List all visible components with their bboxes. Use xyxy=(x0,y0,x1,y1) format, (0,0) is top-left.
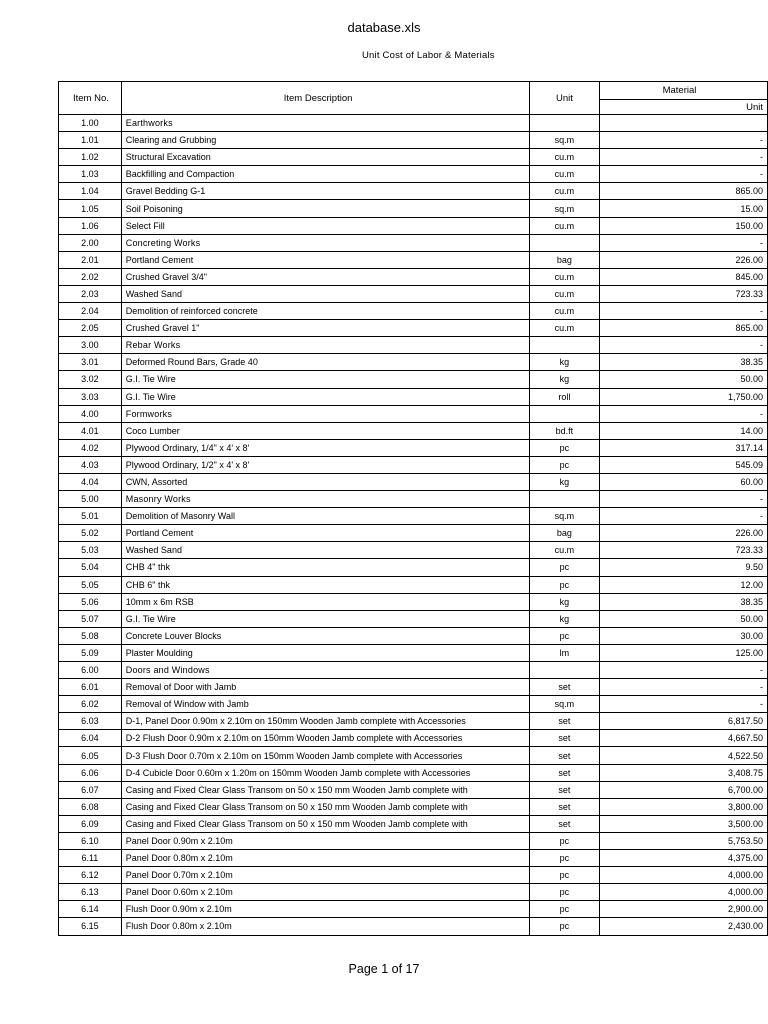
table-row xyxy=(59,781,768,798)
unit-cell: pc xyxy=(529,832,599,849)
item-number-cell: 1.04 xyxy=(59,183,122,200)
material-unit-cost-cell: 226.00 xyxy=(599,251,767,268)
item-number-cell: 6.08 xyxy=(59,798,122,815)
material-unit-cost-cell: 317.14 xyxy=(599,439,767,456)
material-unit-cost-cell: 4,667.50 xyxy=(599,730,767,747)
material-unit-cost-cell: 60.00 xyxy=(599,473,767,490)
item-number-cell: 6.15 xyxy=(59,918,122,935)
header-item-no: Item No. xyxy=(59,82,122,115)
item-number-cell: 1.05 xyxy=(59,200,122,217)
table-row xyxy=(59,371,768,388)
table-row xyxy=(59,798,768,815)
unit-cell xyxy=(529,115,599,132)
table-row xyxy=(59,456,768,473)
table-row xyxy=(59,491,768,508)
material-unit-cost-cell: - xyxy=(599,662,767,679)
table-row xyxy=(59,644,768,661)
unit-cell: set xyxy=(529,679,599,696)
unit-cell: pc xyxy=(529,559,599,576)
item-number-cell: 1.02 xyxy=(59,149,122,166)
item-number-cell: 5.03 xyxy=(59,542,122,559)
table-row xyxy=(59,508,768,525)
table-row xyxy=(59,251,768,268)
material-unit-cost-cell: - xyxy=(599,508,767,525)
item-description-cell: 10mm x 6m RSB xyxy=(121,593,529,610)
item-number-cell: 2.03 xyxy=(59,285,122,302)
material-unit-cost-cell: 6,700.00 xyxy=(599,781,767,798)
table-row xyxy=(59,525,768,542)
table-row xyxy=(59,713,768,730)
table-row xyxy=(59,679,768,696)
table-body xyxy=(59,115,768,936)
unit-cell xyxy=(529,234,599,251)
item-description-cell: Select Fill xyxy=(121,217,529,234)
table-row xyxy=(59,200,768,217)
item-description-cell: Masonry Works xyxy=(121,491,529,508)
item-description-cell: Panel Door 0.70m x 2.10m xyxy=(121,867,529,884)
table-row xyxy=(59,559,768,576)
material-unit-cost-cell: - xyxy=(599,149,767,166)
unit-cell: set xyxy=(529,747,599,764)
table-header xyxy=(59,82,768,115)
material-unit-cost-cell: 226.00 xyxy=(599,525,767,542)
item-number-cell: 2.05 xyxy=(59,320,122,337)
material-unit-cost-cell: 4,000.00 xyxy=(599,867,767,884)
unit-cell: kg xyxy=(529,371,599,388)
table-row xyxy=(59,217,768,234)
unit-cell: cu.m xyxy=(529,268,599,285)
unit-cell: pc xyxy=(529,850,599,867)
unit-cell: bag xyxy=(529,251,599,268)
table-row xyxy=(59,354,768,371)
table-row xyxy=(59,747,768,764)
unit-cell: pc xyxy=(529,884,599,901)
item-number-cell: 2.01 xyxy=(59,251,122,268)
unit-cell: cu.m xyxy=(529,320,599,337)
table-row xyxy=(59,832,768,849)
item-description-cell: CHB 6" thk xyxy=(121,576,529,593)
material-unit-cost-cell: 150.00 xyxy=(599,217,767,234)
item-description-cell: Washed Sand xyxy=(121,285,529,302)
item-number-cell: 3.03 xyxy=(59,388,122,405)
table-row xyxy=(59,730,768,747)
table-row xyxy=(59,166,768,183)
item-number-cell: 2.02 xyxy=(59,268,122,285)
sheet-subtitle: Unit Cost of Labor & Materials xyxy=(362,50,495,61)
unit-cell: kg xyxy=(529,473,599,490)
item-description-cell: Panel Door 0.60m x 2.10m xyxy=(121,884,529,901)
unit-cell: cu.m xyxy=(529,285,599,302)
material-unit-cost-cell: 4,375.00 xyxy=(599,850,767,867)
material-unit-cost-cell: - xyxy=(599,303,767,320)
item-number-cell: 4.00 xyxy=(59,405,122,422)
item-description-cell: Plaster Moulding xyxy=(121,644,529,661)
material-unit-cost-cell: 845.00 xyxy=(599,268,767,285)
unit-cell: pc xyxy=(529,627,599,644)
unit-cell: pc xyxy=(529,901,599,918)
material-unit-cost-cell: 15.00 xyxy=(599,200,767,217)
material-unit-cost-cell: 30.00 xyxy=(599,627,767,644)
item-number-cell: 4.01 xyxy=(59,422,122,439)
material-unit-cost-cell: 2,430.00 xyxy=(599,918,767,935)
item-number-cell: 6.05 xyxy=(59,747,122,764)
unit-cell: set xyxy=(529,798,599,815)
item-description-cell: Soil Poisoning xyxy=(121,200,529,217)
item-description-cell: Doors and Windows xyxy=(121,662,529,679)
material-unit-cost-cell: 38.35 xyxy=(599,354,767,371)
table-row xyxy=(59,439,768,456)
material-unit-cost-cell: - xyxy=(599,132,767,149)
unit-cell: cu.m xyxy=(529,303,599,320)
material-unit-cost-cell: - xyxy=(599,491,767,508)
file-title: database.xls xyxy=(347,20,421,35)
unit-cell: set xyxy=(529,815,599,832)
table-row xyxy=(59,337,768,354)
unit-cell: set xyxy=(529,781,599,798)
header-material-unit: Unit xyxy=(599,100,767,115)
item-description-cell: Concrete Louver Blocks xyxy=(121,627,529,644)
item-description-cell: Formworks xyxy=(121,405,529,422)
item-description-cell: Crushed Gravel 1" xyxy=(121,320,529,337)
material-unit-cost-cell: 723.33 xyxy=(599,285,767,302)
item-number-cell: 5.00 xyxy=(59,491,122,508)
unit-cell: sq.m xyxy=(529,696,599,713)
unit-cell: sq.m xyxy=(529,200,599,217)
unit-cell: cu.m xyxy=(529,166,599,183)
item-description-cell: Removal of Window with Jamb xyxy=(121,696,529,713)
item-number-cell: 4.02 xyxy=(59,439,122,456)
item-number-cell: 4.03 xyxy=(59,456,122,473)
material-unit-cost-cell: 865.00 xyxy=(599,183,767,200)
item-description-cell: D-2 Flush Door 0.90m x 2.10m on 150mm Wooden Jamb complete with Accessories xyxy=(121,730,529,747)
table-row xyxy=(59,918,768,935)
unit-cell: cu.m xyxy=(529,217,599,234)
item-description-cell: Crushed Gravel 3/4" xyxy=(121,268,529,285)
item-number-cell: 4.04 xyxy=(59,473,122,490)
item-description-cell: Casing and Fixed Clear Glass Transom on 50 x 150 mm Wooden Jamb complete with xyxy=(121,798,529,815)
table-row xyxy=(59,627,768,644)
table-row xyxy=(59,320,768,337)
table-row xyxy=(59,901,768,918)
unit-cell xyxy=(529,662,599,679)
item-description-cell: Concreting Works xyxy=(121,234,529,251)
table-row xyxy=(59,132,768,149)
material-unit-cost-cell: 1,750.00 xyxy=(599,388,767,405)
unit-cell: cu.m xyxy=(529,149,599,166)
item-number-cell: 5.04 xyxy=(59,559,122,576)
material-unit-cost-cell: - xyxy=(599,679,767,696)
table-row xyxy=(59,234,768,251)
unit-cell: roll xyxy=(529,388,599,405)
table-row xyxy=(59,610,768,627)
material-unit-cost-cell: 2,900.00 xyxy=(599,901,767,918)
table-row xyxy=(59,388,768,405)
item-number-cell: 2.00 xyxy=(59,234,122,251)
item-description-cell: Plywood Ordinary, 1/4" x 4' x 8' xyxy=(121,439,529,456)
unit-cell xyxy=(529,491,599,508)
item-number-cell: 6.13 xyxy=(59,884,122,901)
item-number-cell: 3.01 xyxy=(59,354,122,371)
table-row xyxy=(59,405,768,422)
table-row xyxy=(59,867,768,884)
item-description-cell: Removal of Door with Jamb xyxy=(121,679,529,696)
table-row xyxy=(59,149,768,166)
unit-cell: pc xyxy=(529,456,599,473)
unit-cell: set xyxy=(529,730,599,747)
item-number-cell: 6.11 xyxy=(59,850,122,867)
unit-cell xyxy=(529,405,599,422)
material-unit-cost-cell: 3,500.00 xyxy=(599,815,767,832)
item-description-cell: Clearing and Grubbing xyxy=(121,132,529,149)
material-unit-cost-cell: - xyxy=(599,166,767,183)
item-number-cell: 1.03 xyxy=(59,166,122,183)
table-row xyxy=(59,576,768,593)
item-number-cell: 6.00 xyxy=(59,662,122,679)
table-row xyxy=(59,115,768,132)
item-number-cell: 6.12 xyxy=(59,867,122,884)
item-number-cell: 6.07 xyxy=(59,781,122,798)
item-number-cell: 2.04 xyxy=(59,303,122,320)
item-number-cell: 6.09 xyxy=(59,815,122,832)
item-number-cell: 3.02 xyxy=(59,371,122,388)
material-unit-cost-cell: 9.50 xyxy=(599,559,767,576)
unit-cell: cu.m xyxy=(529,542,599,559)
unit-cell: pc xyxy=(529,918,599,935)
material-unit-cost-cell: - xyxy=(599,696,767,713)
item-description-cell: Portland Cement xyxy=(121,525,529,542)
table-row xyxy=(59,593,768,610)
material-unit-cost-cell: 50.00 xyxy=(599,371,767,388)
item-description-cell: Portland Cement xyxy=(121,251,529,268)
table-row xyxy=(59,542,768,559)
unit-cell: bd.ft xyxy=(529,422,599,439)
item-number-cell: 5.08 xyxy=(59,627,122,644)
item-description-cell: Demolition of Masonry Wall xyxy=(121,508,529,525)
item-number-cell: 5.06 xyxy=(59,593,122,610)
material-unit-cost-cell: 865.00 xyxy=(599,320,767,337)
item-description-cell: D-3 Flush Door 0.70m x 2.10m on 150mm Wooden Jamb complete with Accessories xyxy=(121,747,529,764)
unit-cell: kg xyxy=(529,354,599,371)
table-row xyxy=(59,884,768,901)
table-row xyxy=(59,183,768,200)
material-unit-cost-cell: 5,753.50 xyxy=(599,832,767,849)
item-number-cell: 3.00 xyxy=(59,337,122,354)
item-number-cell: 6.06 xyxy=(59,764,122,781)
page-number: Page 1 of 17 xyxy=(348,962,420,976)
material-unit-cost-cell: 723.33 xyxy=(599,542,767,559)
item-description-cell: G.I. Tie Wire xyxy=(121,371,529,388)
header-description: Item Description xyxy=(121,82,529,115)
unit-cell: kg xyxy=(529,593,599,610)
item-number-cell: 6.02 xyxy=(59,696,122,713)
material-unit-cost-cell: 6,817.50 xyxy=(599,713,767,730)
material-unit-cost-cell: 4,000.00 xyxy=(599,884,767,901)
item-number-cell: 5.01 xyxy=(59,508,122,525)
table-row xyxy=(59,764,768,781)
table-row xyxy=(59,850,768,867)
item-description-cell: Earthworks xyxy=(121,115,529,132)
item-description-cell: Rebar Works xyxy=(121,337,529,354)
item-number-cell: 5.02 xyxy=(59,525,122,542)
table-row xyxy=(59,473,768,490)
item-number-cell: 6.10 xyxy=(59,832,122,849)
item-description-cell: Panel Door 0.80m x 2.10m xyxy=(121,850,529,867)
unit-cell: bag xyxy=(529,525,599,542)
item-description-cell: CWN, Assorted xyxy=(121,473,529,490)
material-unit-cost-cell xyxy=(599,115,767,132)
table-row xyxy=(59,285,768,302)
header-unit: Unit xyxy=(529,82,599,115)
unit-cell: pc xyxy=(529,867,599,884)
item-description-cell: CHB 4" thk xyxy=(121,559,529,576)
material-unit-cost-cell: 12.00 xyxy=(599,576,767,593)
unit-cell: pc xyxy=(529,439,599,456)
item-description-cell: G.I. Tie Wire xyxy=(121,388,529,405)
unit-cell: pc xyxy=(529,576,599,593)
material-unit-cost-cell: - xyxy=(599,405,767,422)
material-unit-cost-cell: 545.09 xyxy=(599,456,767,473)
item-description-cell: Flush Door 0.80m x 2.10m xyxy=(121,918,529,935)
material-unit-cost-cell: - xyxy=(599,234,767,251)
unit-cell: set xyxy=(529,713,599,730)
item-number-cell: 5.09 xyxy=(59,644,122,661)
item-number-cell: 6.03 xyxy=(59,713,122,730)
unit-cell: kg xyxy=(529,610,599,627)
material-unit-cost-cell: - xyxy=(599,337,767,354)
cost-table xyxy=(58,81,768,936)
item-number-cell: 5.05 xyxy=(59,576,122,593)
unit-cell: sq.m xyxy=(529,132,599,149)
material-unit-cost-cell: 3,800.00 xyxy=(599,798,767,815)
item-number-cell: 5.07 xyxy=(59,610,122,627)
item-description-cell: Plywood Ordinary, 1/2" x 4' x 8' xyxy=(121,456,529,473)
item-number-cell: 6.04 xyxy=(59,730,122,747)
table-row xyxy=(59,696,768,713)
unit-cell: set xyxy=(529,764,599,781)
unit-cell: lm xyxy=(529,644,599,661)
unit-cell: cu.m xyxy=(529,183,599,200)
table-row xyxy=(59,303,768,320)
item-description-cell: Demolition of reinforced concrete xyxy=(121,303,529,320)
item-description-cell: G.I. Tie Wire xyxy=(121,610,529,627)
material-unit-cost-cell: 3,408.75 xyxy=(599,764,767,781)
table-row xyxy=(59,268,768,285)
item-number-cell: 1.01 xyxy=(59,132,122,149)
header-material: Material xyxy=(599,82,767,100)
item-description-cell: Structural Excavation xyxy=(121,149,529,166)
table-row xyxy=(59,815,768,832)
item-description-cell: Washed Sand xyxy=(121,542,529,559)
item-description-cell: Casing and Fixed Clear Glass Transom on 50 x 150 mm Wooden Jamb complete with xyxy=(121,781,529,798)
table-row xyxy=(59,662,768,679)
item-description-cell: Casing and Fixed Clear Glass Transom on 50 x 150 mm Wooden Jamb complete with xyxy=(121,815,529,832)
item-number-cell: 6.14 xyxy=(59,901,122,918)
unit-cell: sq.m xyxy=(529,508,599,525)
item-number-cell: 1.00 xyxy=(59,115,122,132)
material-unit-cost-cell: 14.00 xyxy=(599,422,767,439)
item-description-cell: Backfilling and Compaction xyxy=(121,166,529,183)
item-number-cell: 6.01 xyxy=(59,679,122,696)
item-number-cell: 1.06 xyxy=(59,217,122,234)
item-description-cell: D-4 Cubicle Door 0.60m x 1.20m on 150mm Wooden Jamb complete with Accessories xyxy=(121,764,529,781)
material-unit-cost-cell: 38.35 xyxy=(599,593,767,610)
material-unit-cost-cell: 125.00 xyxy=(599,644,767,661)
item-description-cell: Panel Door 0.90m x 2.10m xyxy=(121,832,529,849)
unit-cell xyxy=(529,337,599,354)
material-unit-cost-cell: 4,522.50 xyxy=(599,747,767,764)
item-description-cell: Gravel Bedding G-1 xyxy=(121,183,529,200)
item-description-cell: Deformed Round Bars, Grade 40 xyxy=(121,354,529,371)
material-unit-cost-cell: 50.00 xyxy=(599,610,767,627)
item-description-cell: D-1, Panel Door 0.90m x 2.10m on 150mm Wooden Jamb complete with Accessories xyxy=(121,713,529,730)
table-row xyxy=(59,422,768,439)
item-description-cell: Coco Lumber xyxy=(121,422,529,439)
item-description-cell: Flush Door 0.90m x 2.10m xyxy=(121,901,529,918)
